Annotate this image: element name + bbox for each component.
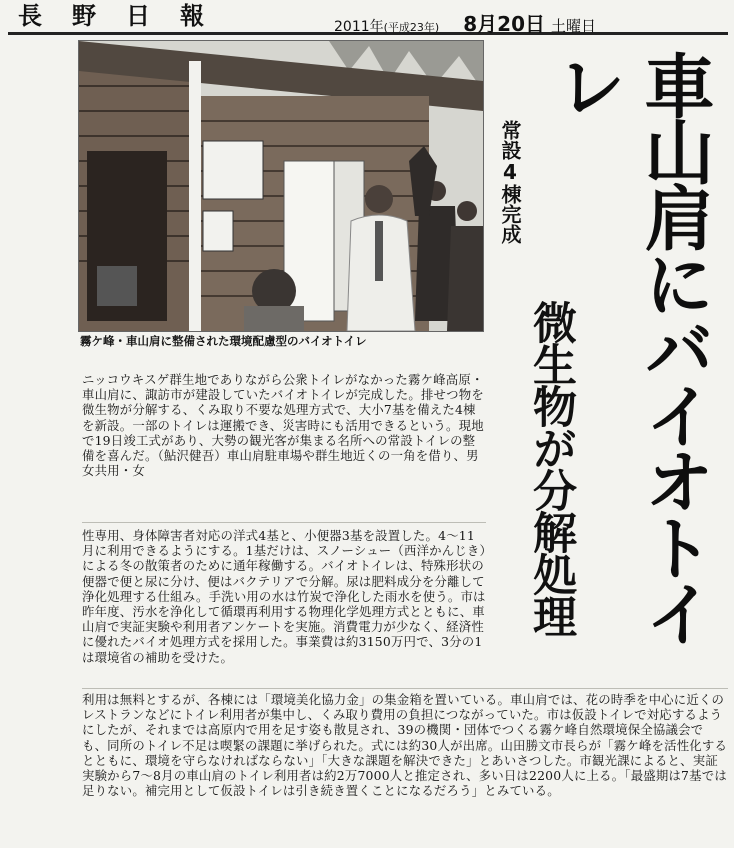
article-body-block-1: ニッコウキスゲ群生地でありながら公衆トイレがなかった霧ケ峰高原・車山肩に、諏訪市が建設していたバイオトイレが完成した。排せつ物を微生物が分解する、くみ取り不要な処理方式で、大小7基を備えた4棟を新設。一部のトイレは運搬でき、災害時にも活用できるという。現地で19日竣工式があり、大勢の観光客が集まる名所への常設トイレの整備を喜んだ。（鮎沢健吾）車山肩駐車場や群生地近くの一角を借り、男女共用・女 (82, 372, 484, 479)
issue-era: (平成23年) (383, 21, 440, 34)
issue-weekday: 土曜日 (550, 17, 596, 35)
issue-date (334, 8, 596, 37)
paper-name: 長野日報 (18, 1, 234, 30)
headline: 車山肩にバイオトイレ (545, 50, 715, 644)
issue-year: 2011年 (334, 19, 384, 35)
photo-caption: 霧ケ峰・車山肩に整備された環境配慮型のバイオトイレ (80, 334, 367, 348)
kicker: 常設4棟完成 (498, 120, 522, 244)
toilet-building-photo (79, 41, 483, 331)
column-rule (82, 522, 486, 523)
article-body-block-2: 性専用、身体障害者対応の洋式4基と、小便器3基を設置した。4～11月に利用できるようにする。1基だけは、スノーシュー（西洋かんじき）による冬の散策者のために通年稼働する。バイオトイレは、特殊形状の便器で便と尿に分け、便はバクテリアで分解。尿は肥料成分を分離して浄化処理する仕組み。手洗い用の水は竹炭で浄化した雨水を使う。市は昨年度、汚水を浄化して循環再利用する物理化学処理方式とともに、車山肩で実証実験や利用者アンケートを実施。消費電力が少なく、経済性に優れたバイオ処理方式を採用した。事業費は約3150万円で、3分の1は環境省の補助を受けた。 (82, 528, 486, 665)
article-body-block-3: 利用は無料とするが、各棟には「環境美化協力金」の集金箱を置いている。車山肩では、花の時季を中心に近くのレストランなどにトイレ利用者が集中し、くみ取り費用の負担につながっていた。市は仮設トイレで対応するようにしたが、それまでは高原内で用を足す姿も散見され、39の機関・団体でつくる霧ケ峰自然環境保全協議会でも、同所のトイレ不足は喫緊の課題に挙げられた。式には約30人が出席。山田勝文市長らが「霧ケ峰を活性化するとともに、環境を守らなければならない」「大きな課題を解決できた」とあいさつした。市観光課によると、実証実験から7～8月の車山肩のトイレ利用者は約2万7000人と推定され、多い日は2200人に上る。「最盛期は7基では足りない。補完用として仮設トイレは引き続き置くことになるだろう」とみている。 (82, 692, 728, 799)
article-photo (78, 40, 484, 332)
column-rule (82, 688, 728, 689)
subhead: 微生物が分解処理 (525, 300, 576, 636)
issue-month-day: 8月20日 (463, 12, 545, 36)
masthead (8, 2, 728, 35)
